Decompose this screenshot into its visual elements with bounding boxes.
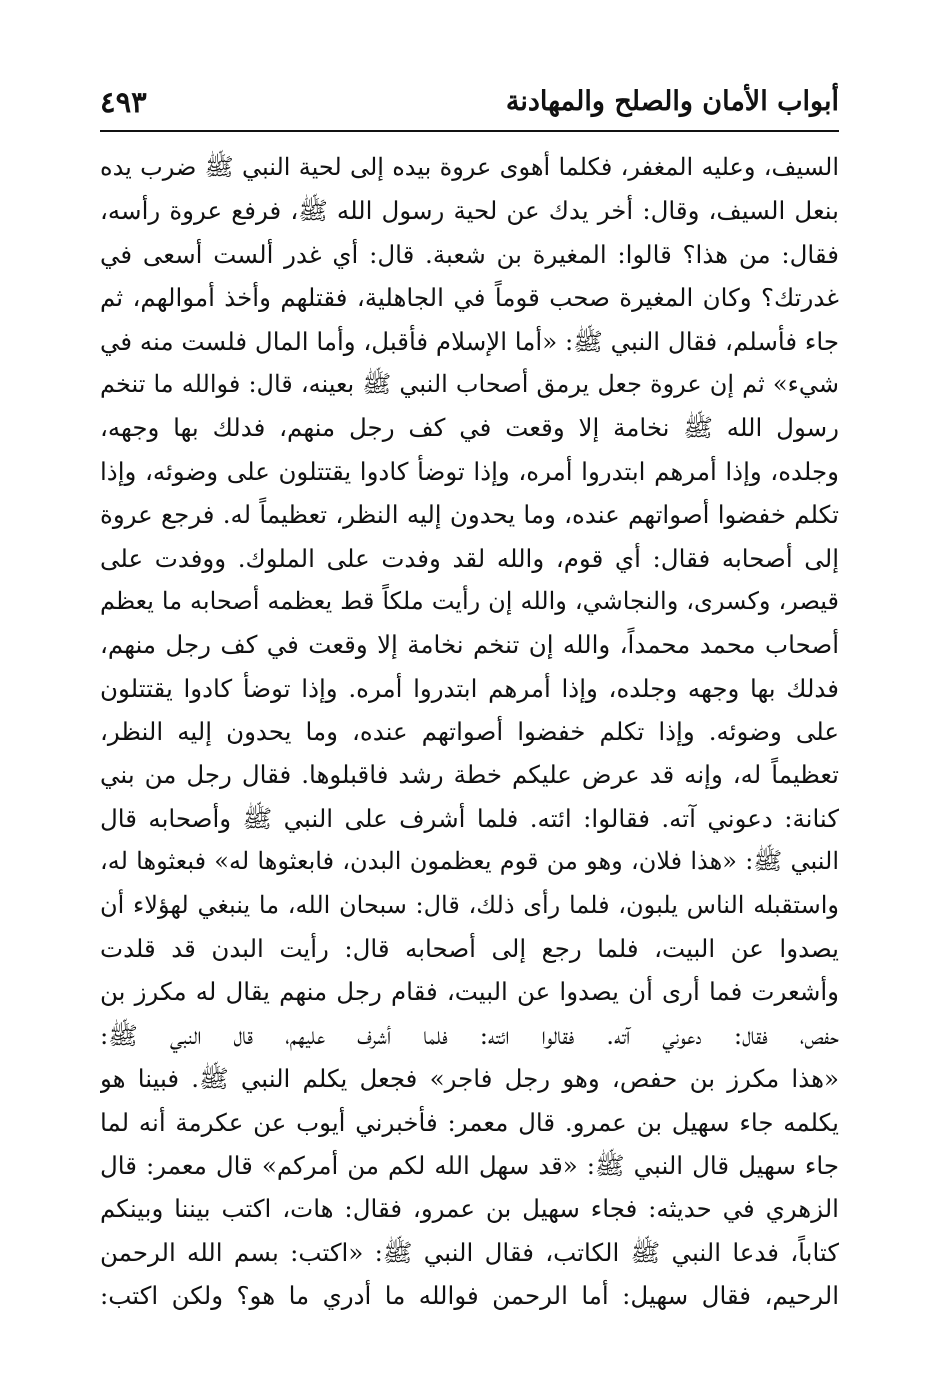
text-line-14: على وضوئه. وإذا تكلم خفضوا أصواتهم عنده، وما يحدون إليه النظر، <box>100 717 839 747</box>
text-line-19: يصدوا عن البيت، فلما رجع إلى أصحابه قال: رأيت البدن قد قلدت <box>100 934 839 964</box>
text-line-7: رسول الله ﷺ نخامة إلا وقعت في كف رجل منهم، فدلك بها وجهه، <box>100 413 839 443</box>
text-line-10: إلى أصحابه فقال: أي قوم، والله لقد وفدت على الملوك. ووفدت على <box>100 543 839 573</box>
running-title: أبواب الأمان والصلح والمهادنة <box>505 86 839 117</box>
page-header <box>100 82 839 126</box>
text-line-22: «هذا مكرز بن حفص، وهو رجل فاجر» فجعل يكلم النبي ﷺ. فبينا هو <box>100 1064 839 1094</box>
text-line-20: وأشعرت فما أرى أن يصدوا عن البيت، فقام رجل منهم يقال له مكرز بن <box>100 977 839 1007</box>
text-line-8: وجلده، وإذا أمرهم ابتدروا أمره، وإذا توضأ كادوا يقتتلون على وضوئه، وإذا <box>100 456 839 486</box>
text-line-6: شيء» ثم إن عروة جعل يرمق أصحاب النبي ﷺ بعينه، قال: فوالله ما تنخم <box>100 369 839 398</box>
page-number: ٤٩٣ <box>100 85 147 119</box>
text-line-17: النبي ﷺ: «هذا فلان، وهو من قوم يعظمون البدن، فابعثوها له» فبعثوها له، <box>100 847 839 876</box>
text-line-18: واستقبله الناس يلبون، فلما رأى ذلك، قال: سبحان الله، ما ينبغي لهؤلاء أن <box>100 890 839 919</box>
header-rule <box>100 130 839 132</box>
text-line-26: كتاباً، فدعا النبي ﷺ الكاتب، فقال النبي ﷺ: «اكتب: بسم الله الرحمن <box>100 1237 839 1267</box>
text-line-16: كنانة: دعوني آته. فقالوا: ائته. فلما أشرف على النبي ﷺ وأصحابه قال <box>100 803 839 833</box>
body-text <box>100 146 839 1318</box>
text-line-13: فدلك بها وجهه وجلده، وإذا أمرهم ابتدروا أمره. وإذا توضأ كادوا يقتتلون <box>100 673 839 703</box>
text-line-3: فقال: من هذا؟ قالوا: المغيرة بن شعبة. قال: أي غدر ألست أسعى في <box>100 239 839 269</box>
text-line-12: أصحاب محمد محمداً، والله إن تنخم نخامة إلا وقعت في كف رجل منهم، <box>100 630 839 660</box>
text-line-1: السيف، وعليه المغفر، فكلما أهوى عروة بيده إلى لحية النبي ﷺ ضرب يده <box>100 153 839 181</box>
text-line-4: غدرتك؟ وكان المغيرة صحب قوماً في الجاهلية، فقتلهم وأخذ أموالهم، ثم <box>100 283 839 313</box>
text-line-27: الرحيم، فقال سهيل: أما الرحمن فوالله ما أدري ما هو؟ ولكن اكتب: <box>100 1281 839 1311</box>
text-line-21: حفص، فقال: دعوني آته. فقالوا ائته: فلما أشرف عليهم، قال النبي ﷺ: <box>100 1020 839 1050</box>
text-line-2: بنعل السيف، وقال: أخر يدك عن لحية رسول الله ﷺ، فرفع عروة رأسه، <box>100 196 839 226</box>
text-line-5: جاء فأسلم، فقال النبي ﷺ: «أما الإسلام فأقبل، وأما المال فلست منه في <box>100 326 839 356</box>
text-line-25: الزهري في حديثه: فجاء سهيل بن عمرو، فقال: هات، اكتب بيننا وبينكم <box>100 1194 839 1224</box>
text-line-15: تعظيماً له، وإنه قد عرض عليكم خطة رشد فاقبلوها. فقال رجل من بني <box>100 760 839 790</box>
text-line-9: تكلم خفضوا أصواتهم عنده، وما يحدون إليه النظر، تعظيماً له. فرجع عروة <box>100 500 839 530</box>
text-line-11: قيصر، وكسرى، والنجاشي، والله إن رأيت ملكاً قط يعظمه أصحابه ما يعظم <box>100 586 839 615</box>
text-line-23: يكلمه جاء سهيل بن عمرو. قال معمر: فأخبرني أيوب عن عكرمة أنه لما <box>100 1107 839 1137</box>
text-line-24: جاء سهيل قال النبي ﷺ: «قد سهل الله لكم من أمركم» قال معمر: قال <box>100 1150 839 1180</box>
